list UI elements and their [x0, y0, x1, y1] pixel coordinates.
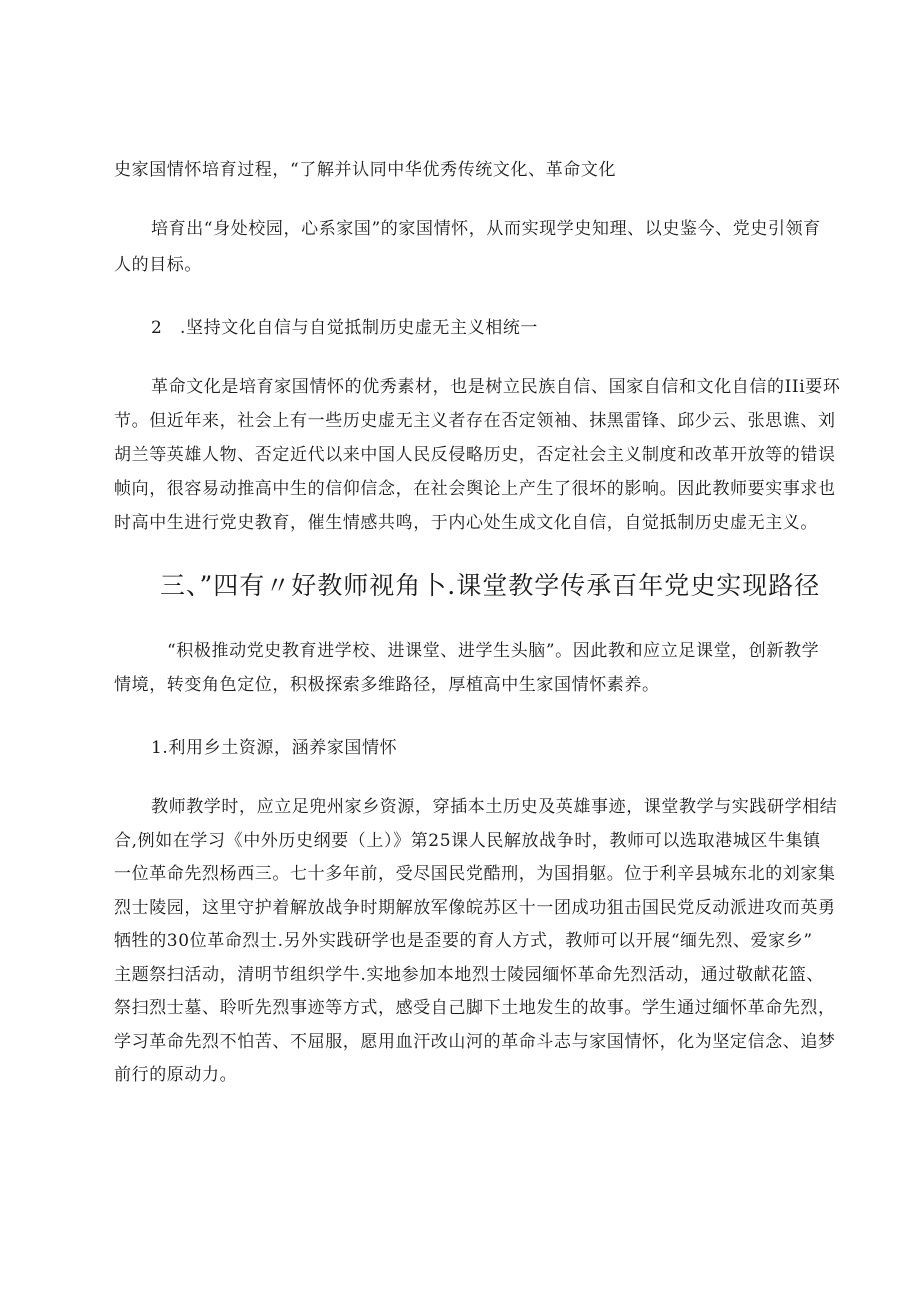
text-line: 革命文化是培育家国情怀的优秀素材，也是树立民族自信、国家自信和文化自信的IIi要环: [151, 377, 841, 397]
subheading-text: 2 .坚持文化自信与自觉抵制历史虚无主义相统一: [151, 318, 539, 338]
section-heading-3: [160, 568, 820, 604]
text-line: 培育出“身处校园，心系家国”的家国情怀，从而实现学史知理、以史鉴今、党史引领育: [151, 219, 821, 239]
text-line: 烈士陵园，这里守护着解放战争时期解放军像皖苏区十一团成功狙击国民党反动派进攻而英勇: [114, 897, 836, 918]
text-line: 教师教学时，应立足兜州家乡资源，穿插本土历史及英雄事迹，课堂教学与实践研学相结: [151, 797, 838, 817]
text-line: 人的目标。: [114, 255, 202, 275]
text-line: 合,例如在学习《中外历史纲要（上）》第25课人民解放战争时，教师可以选取港城区牛集镇: [114, 830, 821, 851]
text-line: 主题祭扫活动，清明节组织学牛.实地参加本地烈士陵园缅怀革命先烈活动，通过敬献花篮、: [114, 964, 825, 985]
text-line: 帧向，很容易动推高中生的信仰信念，在社会舆论上产生了很坏的影响。因此教师要实事求也: [114, 479, 836, 499]
text-line: 祭扫烈士墓、聆听先烈事迹等方式，感受自己脚下土地发生的故事。学生通过缅怀革命先烈，: [114, 998, 836, 1018]
text-line: 节。但近年来，社会上有一些历史虚无主义者存在否定领袖、抹黑雷锋、邱少云、张思谯、刘: [114, 411, 836, 431]
text-line: 学习革命先烈不怕苦、不屈服，愿用血汗改山河的革命斗志与家国情怀，化为坚定信念、追梦: [114, 1031, 836, 1052]
paragraph-local-resources: [114, 791, 837, 1093]
paragraph-continuation: [114, 155, 616, 185]
paragraph-revolutionary-culture: [114, 370, 840, 540]
paragraph-goal: [114, 214, 821, 280]
text-line: 胡兰等英雄人物、否定近代以来中国人民反侵略历史，否定社会主义制度和改革开放等的错误: [114, 445, 836, 465]
text-line: “积极推动党史教育进学校、进课堂、进学生头脑”。因此教和应立足课堂，创新教学: [167, 641, 820, 661]
heading-text: 三、”四有〃好教师视角卜.课堂教学传承百年党史实现路径: [160, 571, 821, 600]
text-line: 前行的原动力。: [114, 1065, 238, 1085]
subheading-text: 1.利用乡土资源，涵养家国情怀: [151, 738, 398, 758]
text-line: 一位革命先烈杨西三。七十多年前，受尽国民党酷刑，为国捐躯。位于利辛县城东北的刘家集: [114, 864, 836, 884]
text-line: 史家国情怀培育过程，“了解并认同中华优秀传统文化、革命文化: [114, 160, 617, 180]
text-line: 牺牲的30位革命烈士.另外实践研学也是歪要的育人方式，教师可以开展“缅先烈、爱家乡”: [114, 931, 813, 951]
subheading-2: [151, 313, 538, 343]
text-line: 时高中生进行党史教育，催生情感共鸣，于内心处生成文化自信，自觉抵制历史虚无主义。: [114, 513, 818, 533]
paragraph-party-history: [114, 634, 819, 702]
subheading-1: [151, 733, 397, 763]
text-line: 情境，转变角色定位，积极探索多维路径，厚植高中生家国情怀素养。: [114, 675, 660, 695]
